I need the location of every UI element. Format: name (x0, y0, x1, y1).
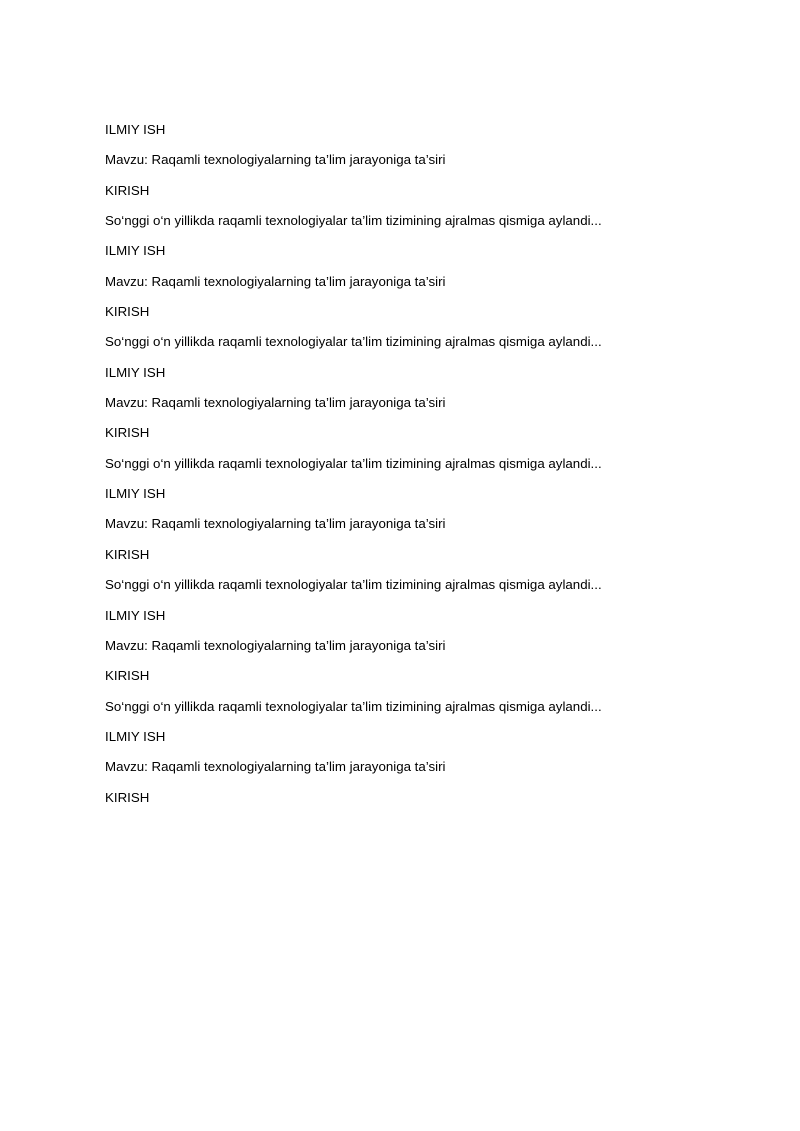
paragraph-topic: Mavzu: Raqamli texnologiyalarning ta’lim jarayoniga ta’siri (105, 152, 446, 168)
paragraph-heading: ILMIY ISH (105, 728, 166, 744)
paragraph-text: So‘nggi o‘n yillikda raqamli texnologiyalar ta’lim tizimining ajralmas qismiga aylandi... (105, 455, 602, 471)
paragraph-text: So‘nggi o‘n yillikda raqamli texnologiyalar ta’lim tizimining ajralmas qismiga aylandi... (105, 213, 602, 229)
paragraph-heading: KIRISH (105, 425, 150, 441)
paragraph-heading: ILMIY ISH (105, 607, 166, 623)
paragraph-text: So‘nggi o‘n yillikda raqamli texnologiyalar ta’lim tizimining ajralmas qismiga aylandi... (105, 698, 602, 714)
paragraph-heading: KIRISH (105, 546, 150, 562)
paragraph-topic: Mavzu: Raqamli texnologiyalarning ta’lim jarayoniga ta’siri (105, 395, 446, 411)
paragraph-topic: Mavzu: Raqamli texnologiyalarning ta’lim jarayoniga ta’siri (105, 273, 446, 289)
paragraph-text: So‘nggi o‘n yillikda raqamli texnologiyalar ta’lim tizimining ajralmas qismiga aylandi... (105, 334, 602, 350)
paragraph-heading: KIRISH (105, 668, 150, 684)
paragraph-heading: KIRISH (105, 182, 150, 198)
paragraph-topic: Mavzu: Raqamli texnologiyalarning ta’lim jarayoniga ta’siri (105, 759, 446, 775)
paragraph-topic: Mavzu: Raqamli texnologiyalarning ta’lim jarayoniga ta’siri (105, 637, 446, 653)
document-body (105, 122, 725, 806)
paragraph-heading: ILMIY ISH (105, 243, 166, 259)
paragraph-topic: Mavzu: Raqamli texnologiyalarning ta’lim jarayoniga ta’siri (105, 516, 446, 532)
paragraph-heading: ILMIY ISH (105, 122, 166, 137)
paragraph-heading: ILMIY ISH (105, 486, 166, 502)
paragraph-heading: ILMIY ISH (105, 364, 166, 380)
paragraph-heading: KIRISH (105, 789, 150, 805)
paragraph-text: So‘nggi o‘n yillikda raqamli texnologiyalar ta’lim tizimining ajralmas qismiga aylandi... (105, 577, 602, 593)
paragraph-heading: KIRISH (105, 304, 150, 320)
